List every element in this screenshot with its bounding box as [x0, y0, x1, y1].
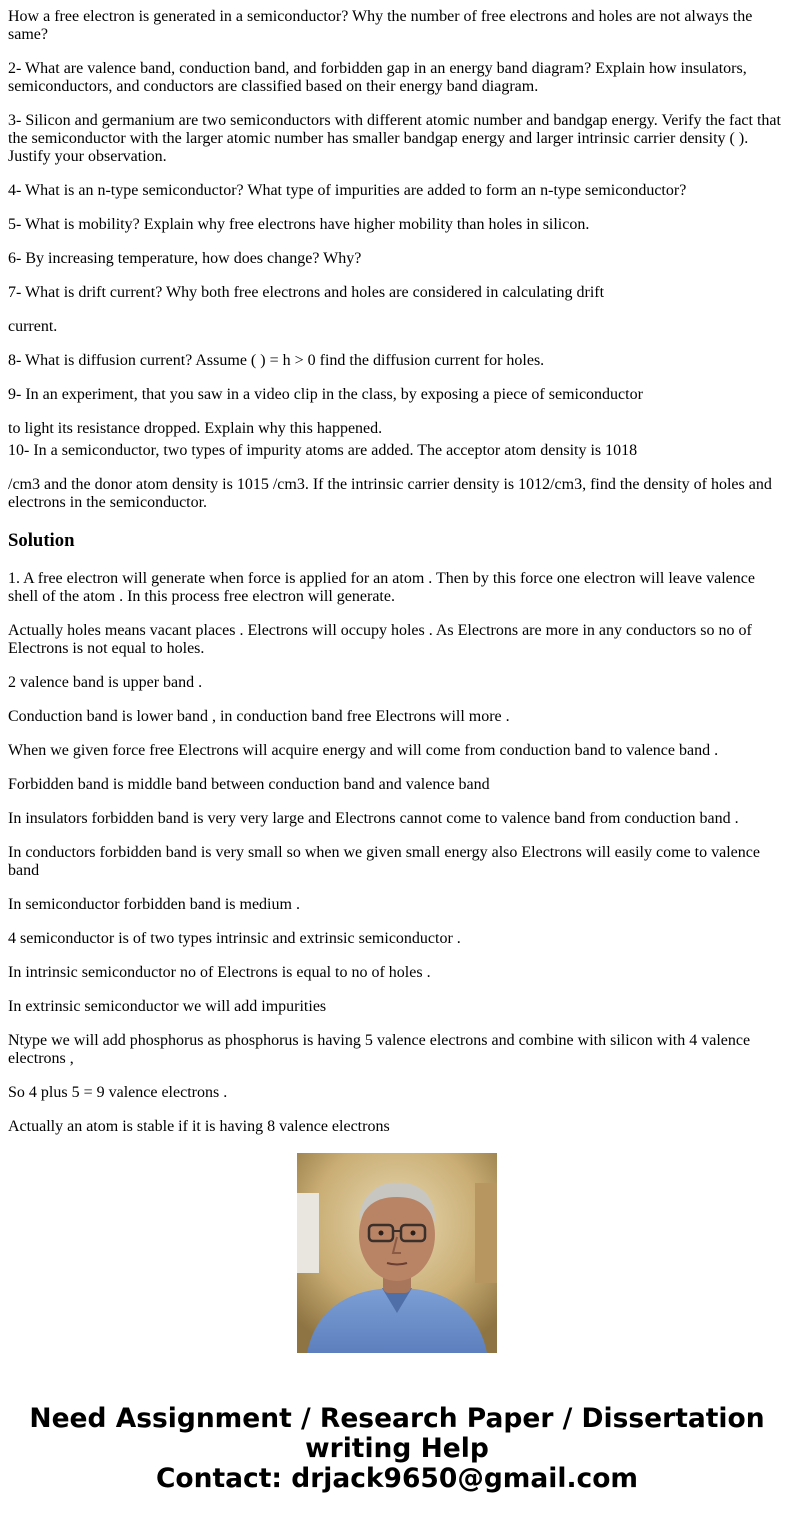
solution-heading: Solution — [8, 530, 75, 551]
promo-line: writing Help — [305, 1433, 489, 1464]
solution-paragraph: 4 semiconductor is of two types intrinsic and extrinsic semiconductor . — [8, 930, 461, 947]
solution-paragraph: Ntype we will add phosphorus as phosphorus is having 5 valence electrons and combine with silicon with 4 valence electrons , — [8, 1032, 751, 1067]
question-8: 8- What is diffusion current? Assume ( ) = h > 0 find the diffusion current for holes. — [8, 352, 545, 369]
question-2: 2- What are valence band, conduction band, and forbidden gap in an energy band diagram? Explain how insulators, semiconductors, and conductors are classified based on their energy band diagram. — [8, 60, 747, 95]
question-6: 6- By increasing temperature, how does change? Why? — [8, 250, 362, 267]
solution-paragraph: 1. A free electron will generate when force is applied for an atom . Then by this force one electron will leave valence shell of the atom . In this process free electron will generate. — [8, 570, 755, 605]
solution-paragraph: Actually holes means vacant places . Electrons will occupy holes . As Electrons are more in any conductors so no of Electrons is not equal to holes. — [8, 622, 752, 657]
solution-paragraph: When we given force free Electrons will acquire energy and will come from conduction band to valence band . — [8, 742, 719, 759]
promo-banner — [0, 1404, 794, 1494]
person-photo-icon — [297, 1153, 497, 1353]
solution-paragraph: Conduction band is lower band , in conduction band free Electrons will more . — [8, 708, 510, 725]
solution-paragraph: 2 valence band is upper band . — [8, 674, 203, 691]
promo-line: Need Assignment / Research Paper / Dissertation — [29, 1403, 765, 1434]
question-3: 3- Silicon and germanium are two semiconductors with different atomic number and bandgap energy. Verify the fact that the semiconductor with the larger atomic number has smaller bandgap energy and larger intrinsic carrier density ( ). Justify your observation. — [8, 112, 781, 165]
question-9-continued: to light its resistance dropped. Explain why this happened. — [8, 420, 383, 437]
question-7: 7- What is drift current? Why both free electrons and holes are considered in calculating drift — [8, 284, 605, 301]
question-7-continued: current. — [8, 318, 58, 335]
document-body — [8, 0, 786, 1135]
question-5: 5- What is mobility? Explain why free electrons have higher mobility than holes in silicon. — [8, 216, 590, 233]
solution-paragraph: In semiconductor forbidden band is medium . — [8, 896, 300, 913]
question-4: 4- What is an n-type semiconductor? What type of impurities are added to form an n-type semiconductor? — [8, 182, 687, 199]
solution-paragraph: In extrinsic semiconductor we will add impurities — [8, 998, 327, 1015]
solution-paragraph: Actually an atom is stable if it is having 8 valence electrons — [8, 1118, 390, 1135]
solution-paragraph: In insulators forbidden band is very very large and Electrons cannot come to valence band from conduction band . — [8, 810, 739, 827]
question-10-continued: /cm3 and the donor atom density is 1015 /cm3. If the intrinsic carrier density is 1012/cm3, find the density of holes and electrons in the semiconductor. — [8, 476, 772, 511]
question-9: 9- In an experiment, that you saw in a video clip in the class, by exposing a piece of semiconductor — [8, 386, 643, 403]
solution-paragraph: In conductors forbidden band is very small so when we given small energy also Electrons will easily come to valence band — [8, 844, 760, 879]
question-1: How a free electron is generated in a semiconductor? Why the number of free electrons and holes are not always the same? — [8, 8, 753, 43]
question-10: 10- In a semiconductor, two types of impurity atoms are added. The acceptor atom density is 1018 — [8, 442, 638, 459]
promo-contact: Contact: drjack9650@gmail.com — [155, 1463, 639, 1494]
avatar — [297, 1153, 497, 1353]
solution-paragraph: Forbidden band is middle band between conduction band and valence band — [8, 776, 490, 793]
solution-paragraph: In intrinsic semiconductor no of Electrons is equal to no of holes . — [8, 964, 431, 981]
solution-paragraph: So 4 plus 5 = 9 valence electrons . — [8, 1084, 228, 1101]
